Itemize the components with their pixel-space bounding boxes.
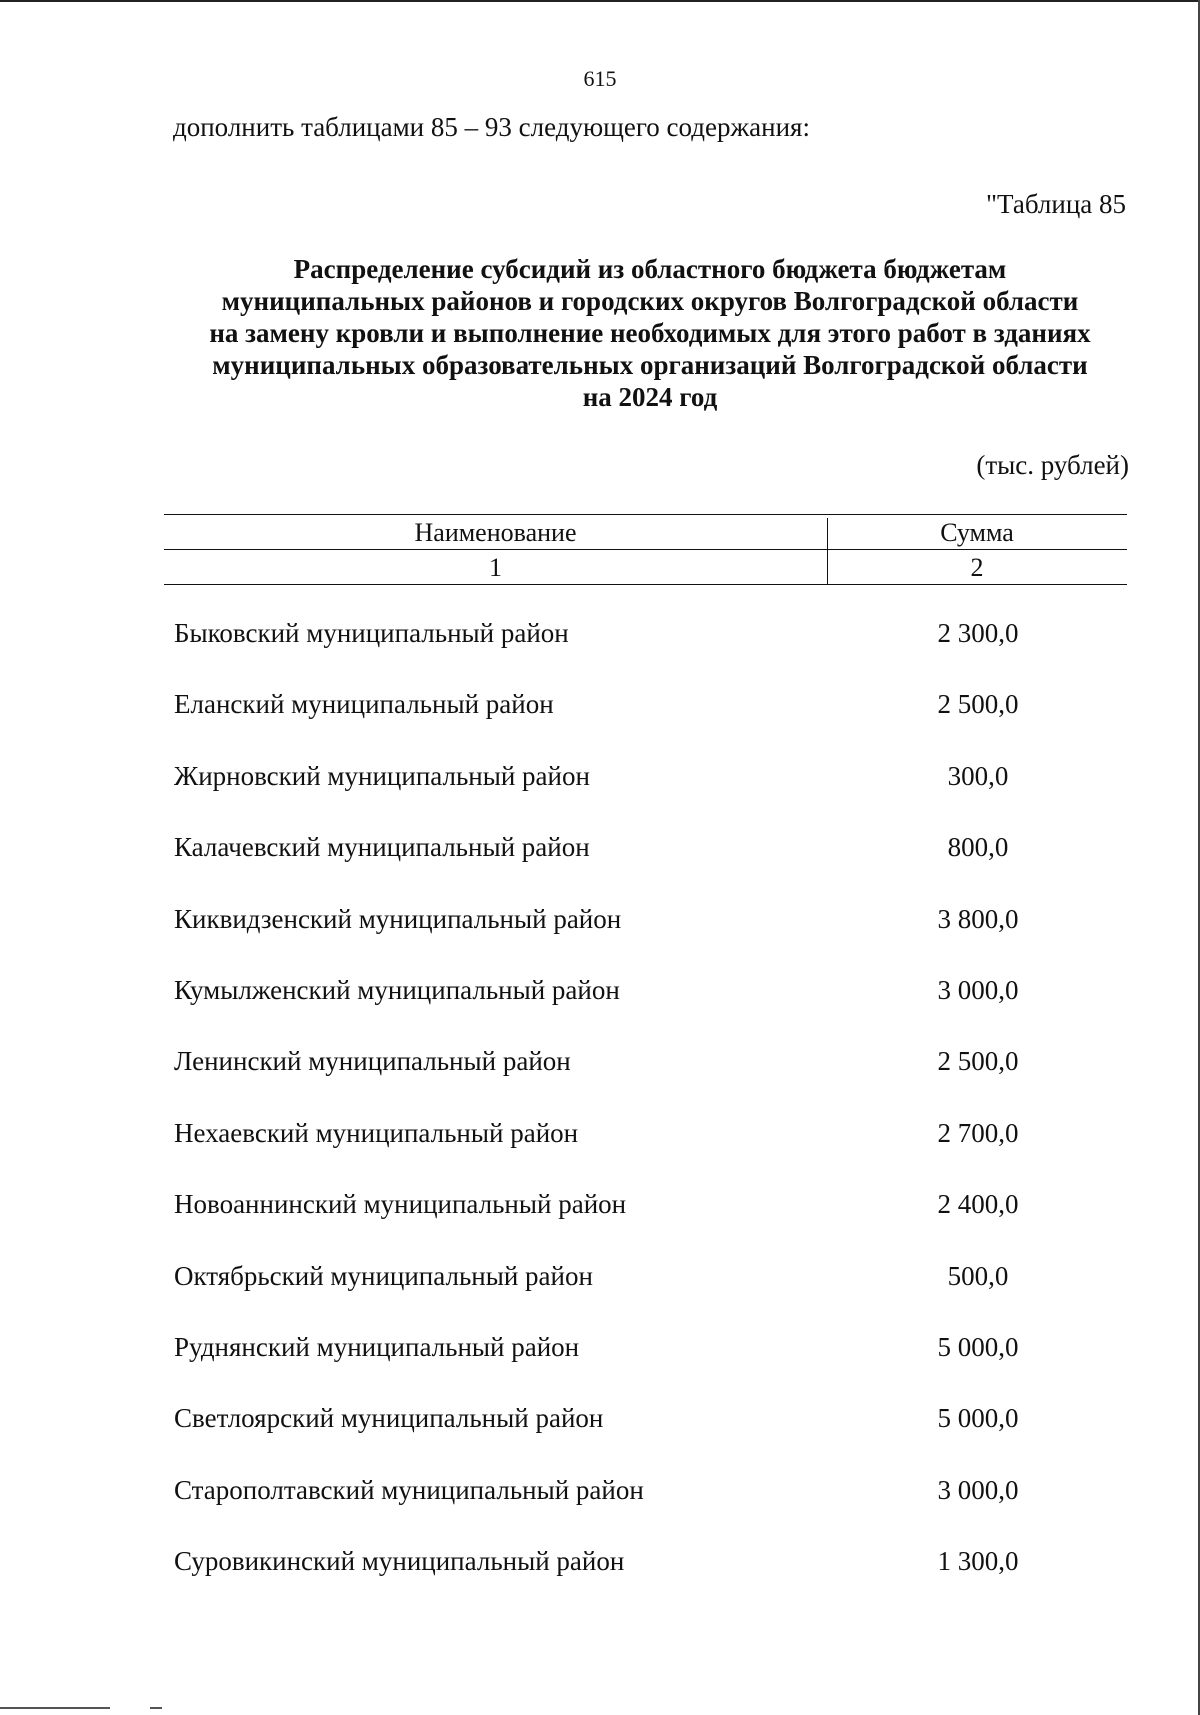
district-name: Киквидзенский муниципальный район bbox=[174, 903, 622, 934]
subsidy-amount: 5 000,0 bbox=[937, 1403, 1019, 1434]
table-row bbox=[0, 1243, 1200, 1314]
header-name: Наименование bbox=[414, 518, 577, 547]
table-header bbox=[164, 514, 1127, 585]
title-line: муниципальных образовательных организаций Волгоградской области bbox=[212, 350, 1088, 380]
district-name: Калачевский муниципальный район bbox=[174, 832, 590, 863]
document-title bbox=[150, 253, 1150, 413]
table-label: "Таблица 85 bbox=[986, 189, 1126, 219]
page-number: 615 bbox=[583, 66, 617, 91]
table-row bbox=[0, 1100, 1200, 1171]
district-name: Новоаннинский муниципальный район bbox=[174, 1189, 627, 1220]
subsidy-amount: 2 300,0 bbox=[937, 618, 1019, 648]
table-row bbox=[0, 671, 1200, 742]
district-name: Жирновский муниципальный район bbox=[174, 760, 590, 791]
subsidy-amount: 1 300,0 bbox=[937, 1546, 1019, 1577]
table-row bbox=[0, 1457, 1200, 1528]
header-amount: Сумма bbox=[940, 518, 1014, 547]
subsidy-amount: 2 400,0 bbox=[937, 1189, 1019, 1220]
subsidy-amount: 2 700,0 bbox=[937, 1117, 1019, 1148]
intro-text: дополнить таблицами 85 – 93 следующего содержания: bbox=[173, 112, 810, 142]
table-row bbox=[0, 957, 1200, 1028]
subsidy-amount: 5 000,0 bbox=[937, 1332, 1019, 1362]
district-name: Октябрьский муниципальный район bbox=[174, 1260, 593, 1291]
table-row bbox=[0, 743, 1200, 814]
subsidy-amount: 300,0 bbox=[947, 760, 1009, 791]
district-name: Ленинский муниципальный район bbox=[174, 1046, 571, 1077]
subsidy-amount: 800,0 bbox=[947, 832, 1009, 863]
table-row bbox=[0, 600, 1200, 671]
table-row bbox=[0, 886, 1200, 957]
unit-label: (тыс. рублей) bbox=[976, 450, 1129, 480]
table-row bbox=[0, 1528, 1200, 1599]
table-row bbox=[0, 1028, 1200, 1099]
scan-mark bbox=[0, 1707, 110, 1709]
table-row bbox=[0, 1385, 1200, 1456]
district-name: Старополтавский муниципальный район bbox=[174, 1474, 644, 1505]
column-number-1: 1 bbox=[489, 553, 502, 582]
district-name: Руднянский муниципальный район bbox=[174, 1332, 580, 1362]
district-name: Еланский муниципальный район bbox=[174, 689, 554, 720]
title-line: Распределение субсидий из областного бюджета бюджетам bbox=[293, 254, 1007, 284]
title-line: на 2024 год bbox=[582, 382, 718, 412]
subsidy-amount: 2 500,0 bbox=[937, 689, 1019, 720]
subsidy-amount: 3 000,0 bbox=[937, 975, 1019, 1005]
district-name: Кумылженский муниципальный район bbox=[174, 975, 620, 1005]
table-row bbox=[0, 1171, 1200, 1242]
subsidy-amount: 3 000,0 bbox=[937, 1474, 1019, 1505]
district-name: Суровикинский муниципальный район bbox=[174, 1546, 625, 1577]
scan-mark bbox=[150, 1707, 162, 1709]
subsidy-amount: 2 500,0 bbox=[937, 1046, 1019, 1077]
title-line: на замену кровли и выполнение необходимых для этого работ в зданиях bbox=[209, 318, 1091, 348]
subsidy-amount: 500,0 bbox=[947, 1260, 1009, 1291]
scan-border-top bbox=[0, 0, 1200, 2]
title-line: муниципальных районов и городских округов Волгоградской области bbox=[221, 286, 1079, 316]
district-name: Нехаевский муниципальный район bbox=[174, 1117, 579, 1148]
district-name: Быковский муниципальный район bbox=[174, 618, 569, 648]
table-row bbox=[0, 1314, 1200, 1385]
subsidy-amount: 3 800,0 bbox=[937, 903, 1019, 934]
column-number-2: 2 bbox=[970, 553, 984, 582]
table-row bbox=[0, 814, 1200, 885]
district-name: Светлоярский муниципальный район bbox=[174, 1403, 604, 1434]
